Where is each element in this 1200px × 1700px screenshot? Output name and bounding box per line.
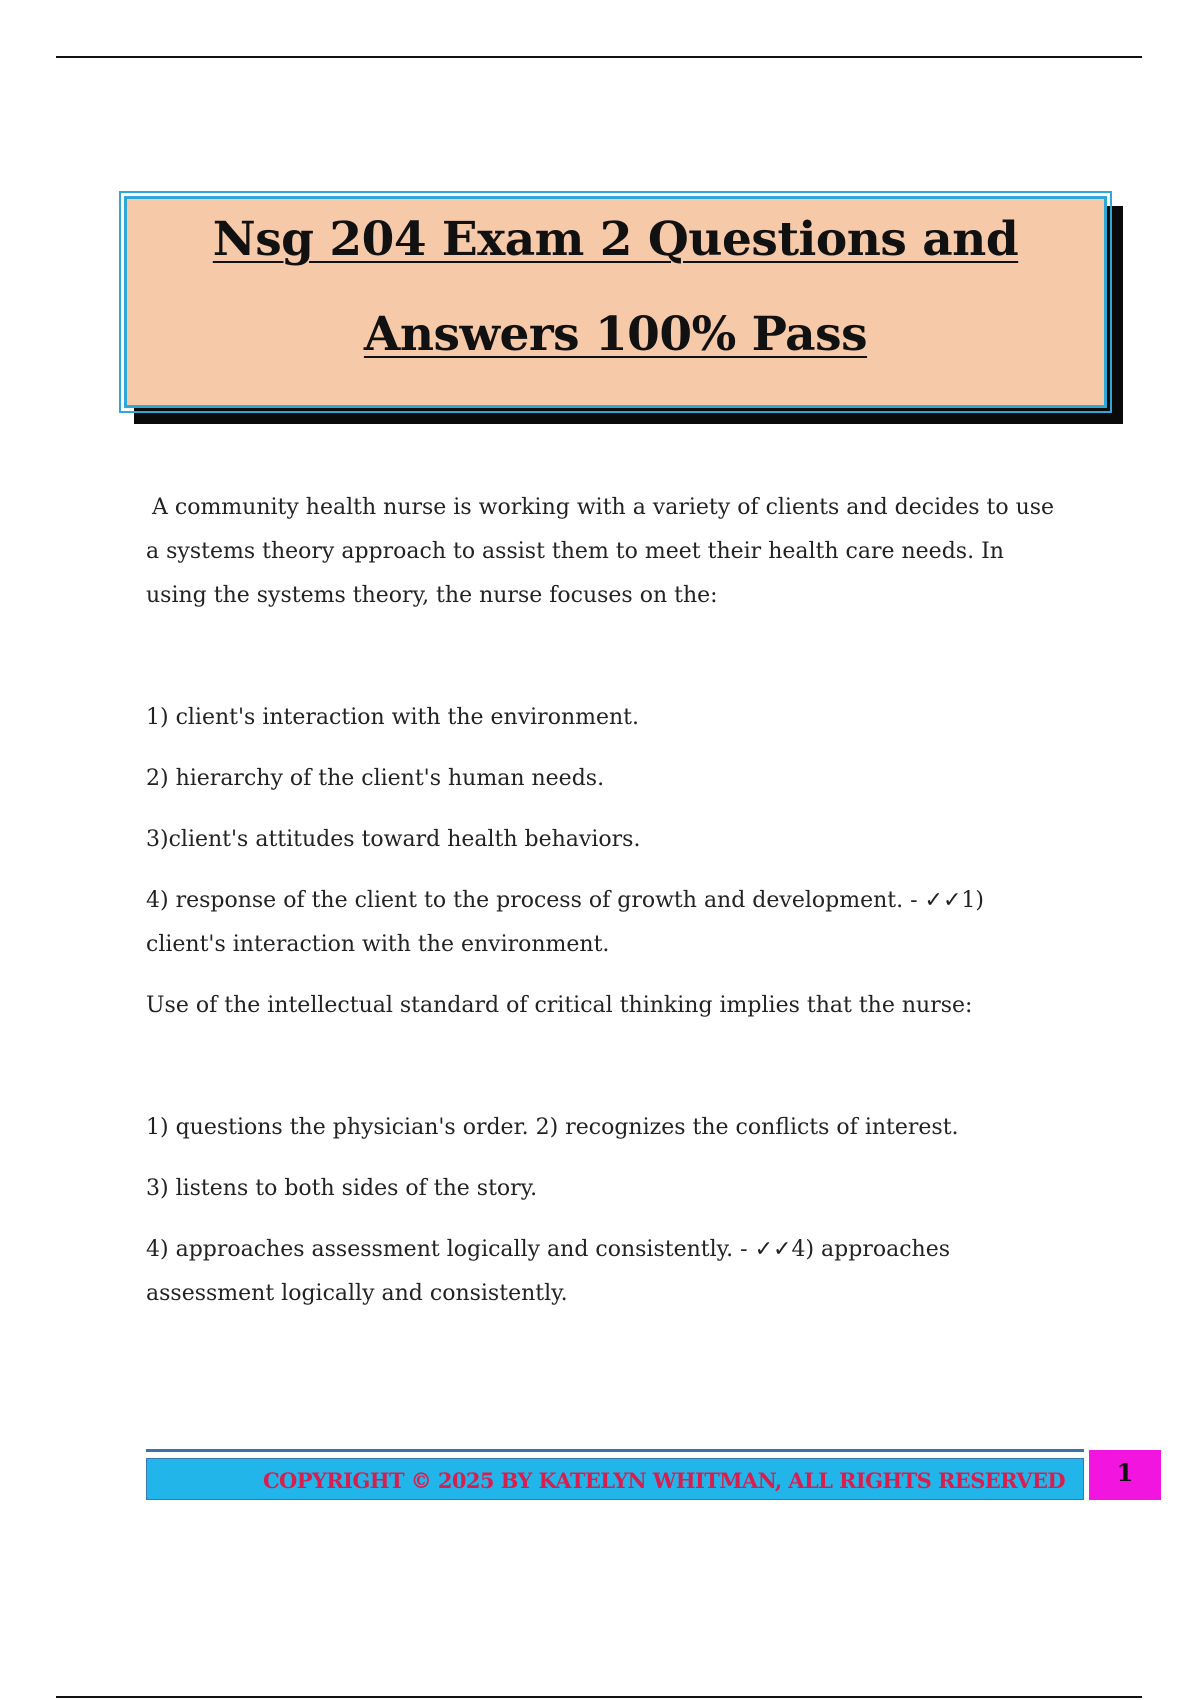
title-line-1 <box>127 212 1104 267</box>
title-line-2 <box>127 307 1104 362</box>
page-number: 1 <box>1116 1458 1134 1487</box>
question-1-option-4: 4) response of the client to the process of growth and development. - <box>146 888 918 913</box>
question-1-option-3: 3)client's attitudes toward health behaviors. <box>146 827 641 852</box>
document-body <box>146 486 1056 1333</box>
question-2-prompt: Use of the intellectual standard of critical thinking implies that the nurse: <box>146 993 973 1018</box>
footer-bar <box>146 1458 1084 1500</box>
bottom-divider <box>56 1696 1142 1698</box>
check-mark-icon: ✓✓ <box>754 1237 792 1262</box>
question-2-option-3: 3) listens to both sides of the story. <box>146 1176 538 1201</box>
title-line-2-text: Answers 100% Pass <box>363 307 868 362</box>
question-1-option-4-with-answer <box>146 879 1056 967</box>
title-line-1-text: Nsg 204 Exam 2 Questions and <box>212 212 1019 267</box>
question-2-option-4: 4) approaches assessment logically and consistently. - <box>146 1237 748 1262</box>
question-1-option-2: 2) hierarchy of the client's human needs. <box>146 766 605 791</box>
footer-divider <box>146 1449 1084 1452</box>
page-number-box <box>1089 1450 1161 1500</box>
question-2-option-1-2: 1) questions the physician's order. 2) recognizes the conflicts of interest. <box>146 1115 959 1140</box>
copyright-text: COPYRIGHT © 2025 BY KATELYN WHITMAN, ALL RIGHTS RESERVED <box>262 1468 1065 1493</box>
top-divider <box>56 56 1142 58</box>
question-2-answer: 4) approaches assessment logically and consistently. <box>146 1237 951 1306</box>
question-1-option-1: 1) client's interaction with the environment. <box>146 705 639 730</box>
question-1-prompt: A community health nurse is working with a variety of clients and decides to use a systems theory approach to assist them to meet their health care needs. In using the systems theory, the nurse focuses on the: <box>146 495 1055 608</box>
question-2-option-4-with-answer <box>146 1228 1056 1316</box>
title-box <box>124 196 1107 408</box>
check-mark-icon: ✓✓ <box>924 888 962 913</box>
question-1-answer: 1) client's interaction with the environment. <box>146 888 984 957</box>
